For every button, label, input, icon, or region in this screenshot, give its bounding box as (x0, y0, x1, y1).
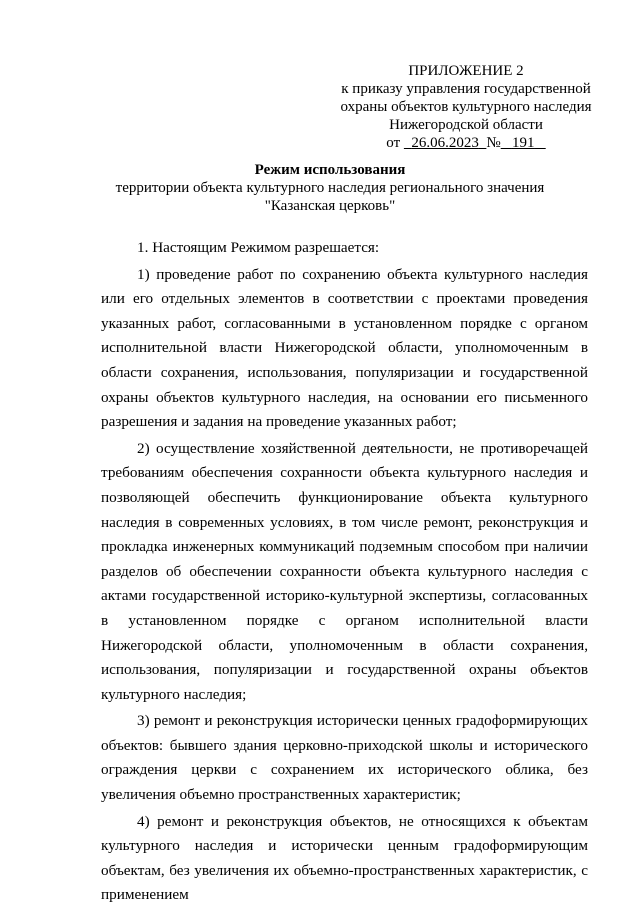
paragraph-intro: 1. Настоящим Режимом разрешается: (137, 239, 380, 256)
appendix-region-line: Нижегородской области (389, 117, 543, 133)
paragraph-item-3: 3) ремонт и реконструкция исторически ценных градоформирующих объектов: бывшего здания церковно-приходской школы и исторического ограждения церкви с сохранением их исторического облика, без увеличения объемно пространственных характеристик; (101, 712, 588, 804)
paragraph-item-2: 2) осуществление хозяйственной деятельности, не противоречащей требованиям обеспечения сохранности объекта культурного наследия и позволяющей обеспечить функционирование объекта культурного наследия в современных условиях, в том числе ремонт, реконструкция и прокладка инженерных коммуникаций подземным способом при наличии разделов об обеспечении сохранности объекта культурного наследия с актами государственной историко-культурной экспертизы, согласованных в установленном порядке с органом исполнительной власти Нижегородской области, уполномоченным в области сохранения, использования, популяризации и государственной охраны объектов культурного наследия; (101, 439, 588, 703)
document-body (101, 236, 588, 908)
from-label: от (386, 135, 401, 151)
appendix-title: ПРИЛОЖЕНИЕ 2 (408, 63, 524, 79)
order-number-value: 191 (511, 135, 535, 151)
appendix-header (336, 62, 596, 152)
appendix-authority-line: охраны объектов культурного наследия (340, 99, 592, 115)
order-number (501, 135, 546, 151)
paragraph-item-4: 4) ремонт и реконструкция объектов, не относящихся к объектам культурного наследия и исторически ценным градоформирующим объектам, без увеличения их объемно-пространственных характеристик, с применением (101, 812, 588, 904)
appendix-order-line: к приказу управления государственной (341, 81, 591, 97)
document-subtitle: территории объекта культурного наследия регионального значения (115, 180, 545, 196)
number-label: № (486, 135, 501, 151)
order-date (404, 135, 487, 151)
appendix-date-number (336, 134, 596, 152)
document-title: Режим использования (254, 162, 406, 178)
order-date-value: 26.06.2023 (411, 135, 479, 151)
object-name: "Казанская церковь" (264, 198, 396, 214)
paragraph-item-1: 1) проведение работ по сохранению объекта культурного наследия или его отдельных элементов в соответствии с проектами проведения указанных работ, согласованными в установленном порядке с органом исполнительной власти Нижегородской области, уполномоченным в области сохранения, использования, популяризации и государственной охраны объектов культурного наследия, на основании его письменного разрешения и задания на проведение указанных работ; (101, 265, 588, 431)
document-heading (80, 161, 580, 215)
